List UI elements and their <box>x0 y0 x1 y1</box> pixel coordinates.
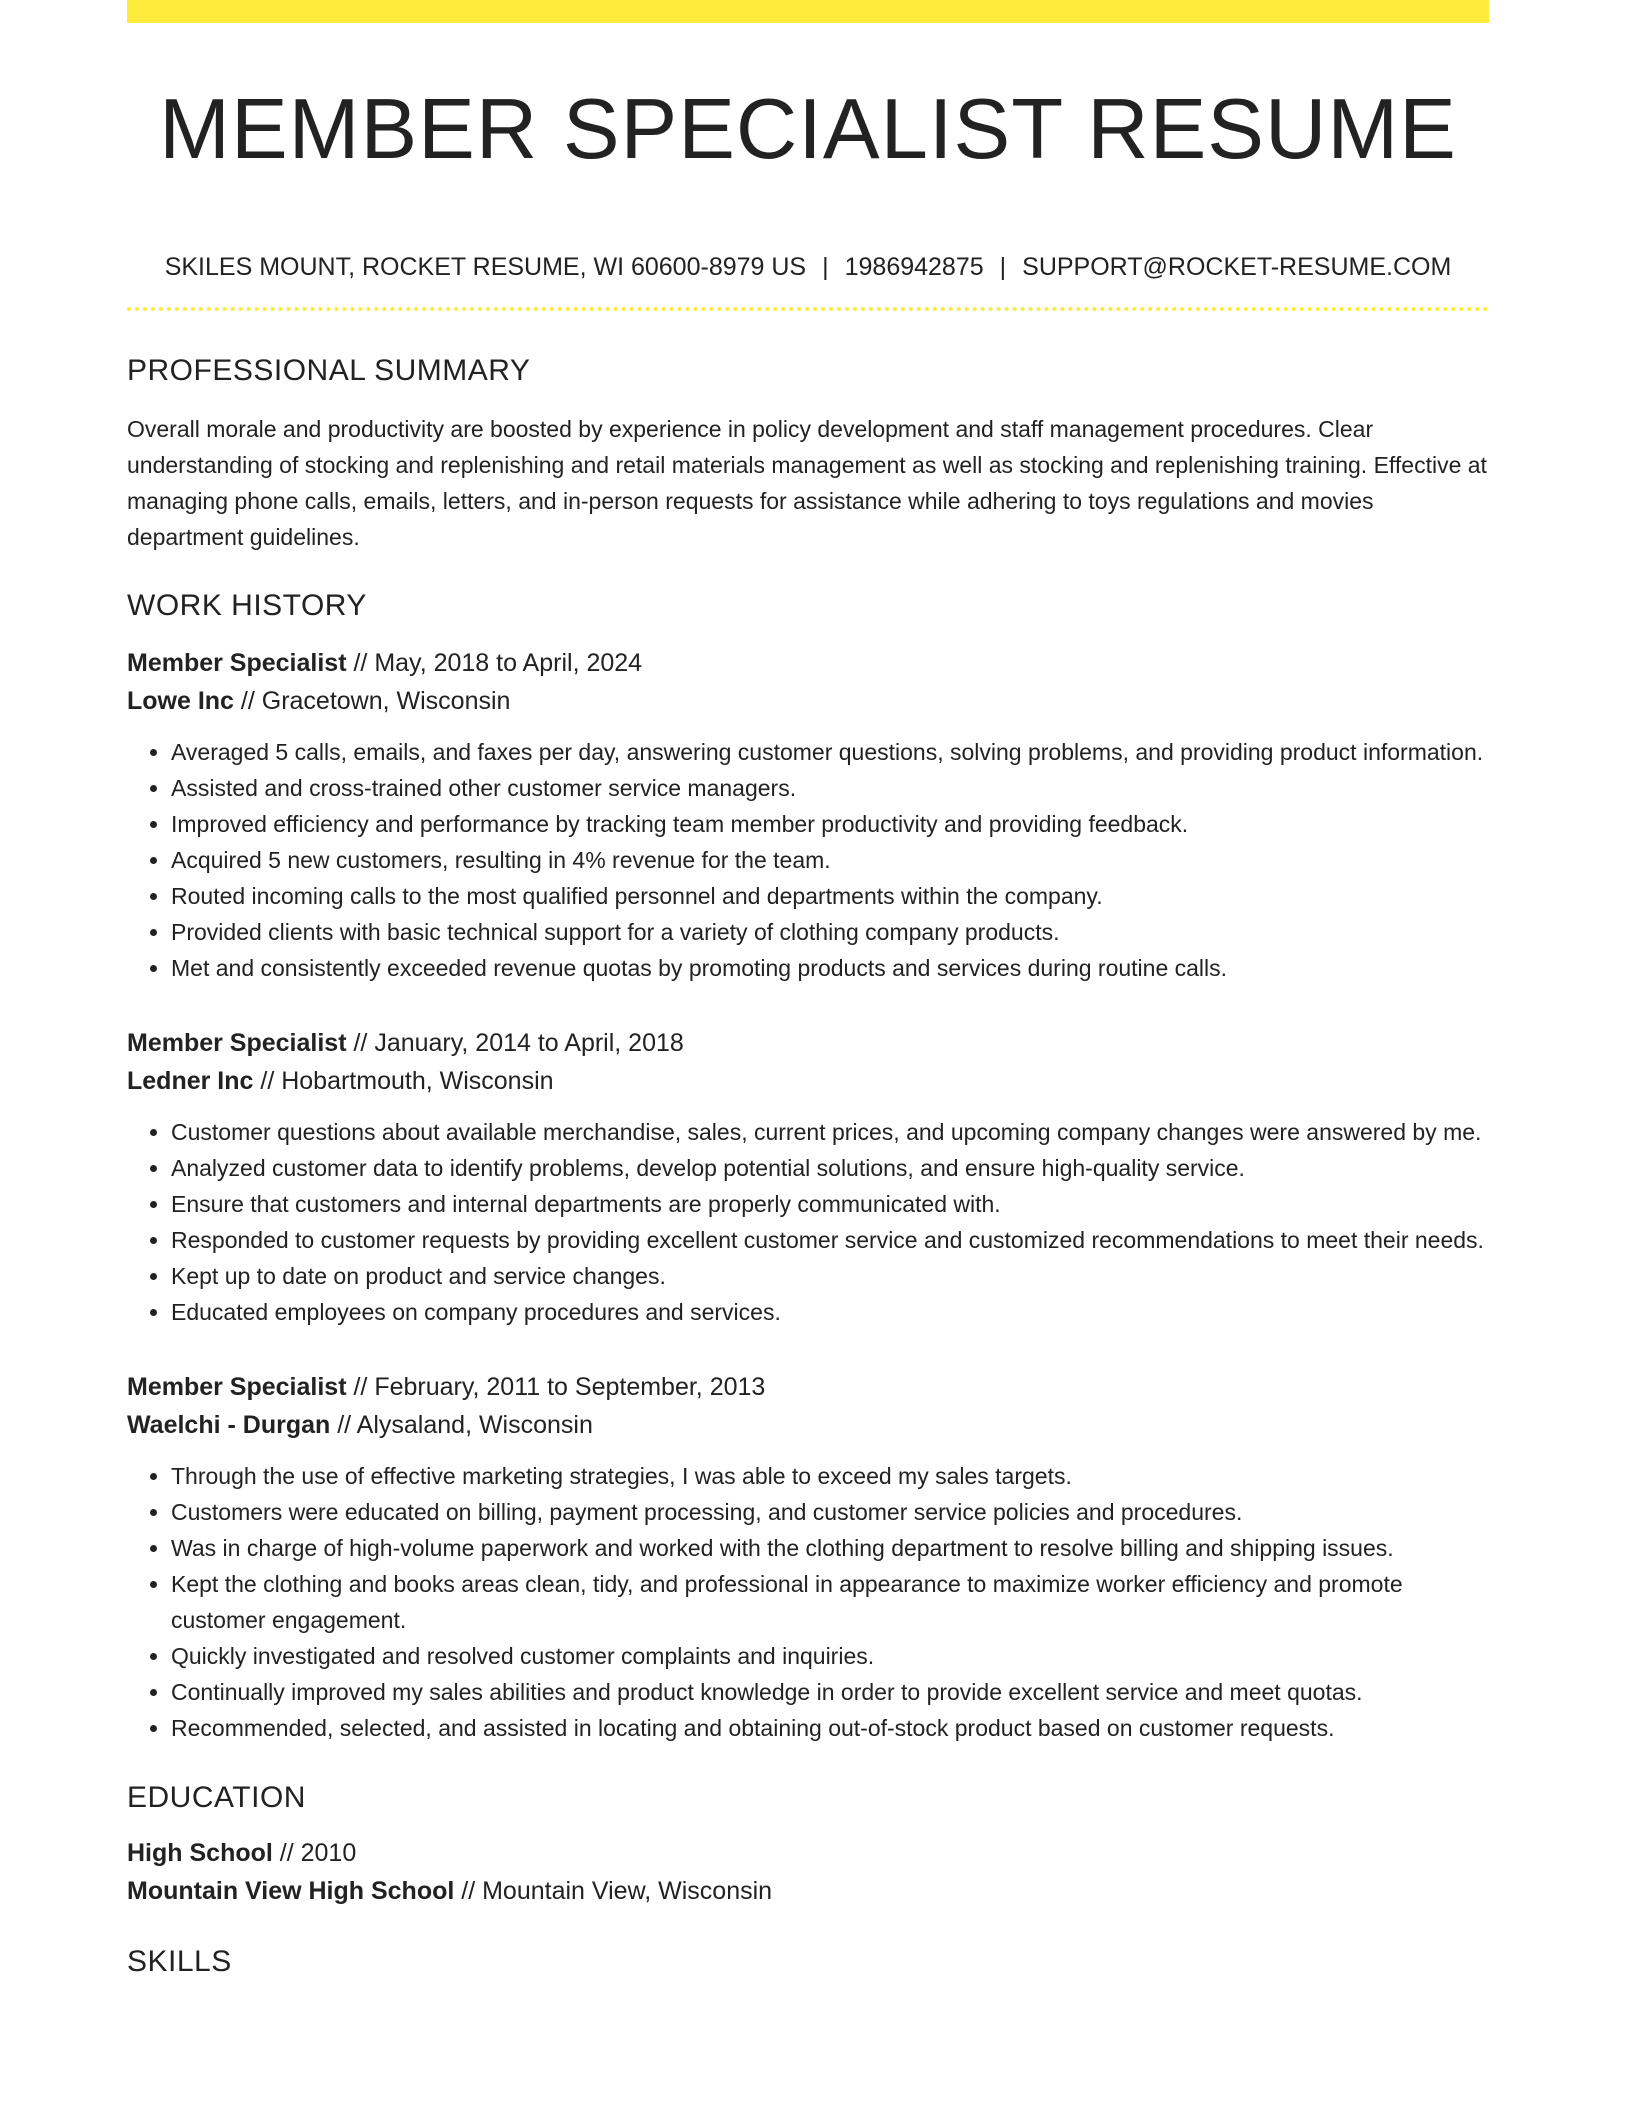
list-item: • Responded to customer requests by providing excellent customer service and customized recommendations to meet their needs. <box>171 1222 1489 1258</box>
job-location: // Gracetown, Wisconsin <box>233 687 511 715</box>
list-item: • Averaged 5 calls, emails, and faxes per day, answering customer questions, solving problems, and providing product information. <box>171 734 1489 770</box>
job-entry <box>127 1368 1489 1746</box>
education-heading: EDUCATION <box>127 1781 306 1814</box>
contact-separator: | <box>822 253 829 281</box>
list-item: • Kept up to date on product and service changes. <box>171 1258 1489 1294</box>
list-item: • Ensure that customers and internal departments are properly communicated with. <box>171 1186 1489 1222</box>
list-item: • Analyzed customer data to identify problems, develop potential solutions, and ensure high-quality service. <box>171 1150 1489 1186</box>
education-degree: High School <box>127 1839 273 1867</box>
list-item: • Continually improved my sales abilities and product knowledge in order to provide excellent service and meet quotas. <box>171 1674 1489 1710</box>
resume-title: MEMBER SPECIALIST RESUME <box>159 82 1457 177</box>
job-title-line <box>127 1368 1489 1406</box>
job-entry <box>127 644 1489 986</box>
list-item: • Assisted and cross-trained other customer service managers. <box>171 770 1489 806</box>
education-entry <box>127 1834 1489 1910</box>
list-item: • Met and consistently exceeded revenue quotas by promoting products and services during routine calls. <box>171 950 1489 986</box>
work-history-heading: WORK HISTORY <box>127 589 367 622</box>
job-dates: // January, 2014 to April, 2018 <box>346 1029 684 1057</box>
list-item: • Kept the clothing and books areas clean, tidy, and professional in appearance to maximize worker efficiency and promote customer engagement. <box>171 1566 1489 1638</box>
job-company: Waelchi - Durgan <box>127 1411 331 1439</box>
education-school: Mountain View High School <box>127 1877 455 1905</box>
job-company-line <box>127 1062 1489 1100</box>
job-company-line <box>127 1406 1489 1444</box>
education-degree-line <box>127 1834 1489 1872</box>
list-item: • Was in charge of high-volume paperwork and worked with the clothing department to resolve billing and shipping issues. <box>171 1530 1489 1566</box>
contact-phone: 1986942875 <box>844 253 984 281</box>
contact-email: SUPPORT@ROCKET-RESUME.COM <box>1022 253 1452 281</box>
job-title: Member Specialist <box>127 1029 347 1057</box>
list-item: • Customer questions about available merchandise, sales, current prices, and upcoming company changes were answered by me. <box>171 1114 1489 1150</box>
job-title-line <box>127 644 1489 682</box>
list-item: • Educated employees on company procedures and services. <box>171 1294 1489 1330</box>
list-item: • Quickly investigated and resolved customer complaints and inquiries. <box>171 1638 1489 1674</box>
job-location: // Hobartmouth, Wisconsin <box>253 1067 554 1095</box>
job-bullets <box>127 734 1489 986</box>
education-year: // 2010 <box>272 1839 357 1867</box>
job-company: Lowe Inc <box>127 687 234 715</box>
list-item: • Routed incoming calls to the most qualified personnel and departments within the company. <box>171 878 1489 914</box>
job-title-line <box>127 1024 1489 1062</box>
list-item: • Recommended, selected, and assisted in locating and obtaining out-of-stock product based on customer requests. <box>171 1710 1489 1746</box>
job-bullets <box>127 1114 1489 1330</box>
education-location: // Mountain View, Wisconsin <box>454 1877 773 1905</box>
list-item: • Through the use of effective marketing strategies, I was able to exceed my sales targets. <box>171 1458 1489 1494</box>
list-item: • Provided clients with basic technical support for a variety of clothing company products. <box>171 914 1489 950</box>
job-title: Member Specialist <box>127 649 347 677</box>
contact-separator: | <box>999 253 1007 281</box>
dotted-divider <box>127 307 1489 311</box>
job-dates: // May, 2018 to April, 2024 <box>346 649 643 677</box>
contact-line <box>127 252 1489 282</box>
job-title: Member Specialist <box>127 1373 347 1401</box>
education-school-line <box>127 1872 1489 1910</box>
skills-heading: SKILLS <box>127 1945 232 1978</box>
job-bullets <box>127 1458 1489 1746</box>
job-company: Ledner Inc <box>127 1067 254 1095</box>
list-item: • Customers were educated on billing, payment processing, and customer service policies and procedures. <box>171 1494 1489 1530</box>
job-entry <box>127 1024 1489 1330</box>
list-item: • Improved efficiency and performance by tracking team member productivity and providing feedback. <box>171 806 1489 842</box>
summary-text: Overall morale and productivity are boosted by experience in policy development and staff management procedures. Clear understanding of stocking and replenishing and retail materials management as well as stocking and replenishing training. Effective at managing phone calls, emails, letters, and in-person requests for assistance while adhering to toys regulations and movies department guidelines. <box>127 416 1487 550</box>
contact-address: SKILES MOUNT, ROCKET RESUME, WI 60600-8979 US <box>164 253 807 281</box>
list-item: • Acquired 5 new customers, resulting in 4% revenue for the team. <box>171 842 1489 878</box>
summary-heading: PROFESSIONAL SUMMARY <box>127 354 531 387</box>
job-company-line <box>127 682 1489 720</box>
resume-content <box>127 0 1489 1980</box>
job-dates: // February, 2011 to September, 2013 <box>346 1373 766 1401</box>
job-location: // Alysaland, Wisconsin <box>330 1411 593 1439</box>
